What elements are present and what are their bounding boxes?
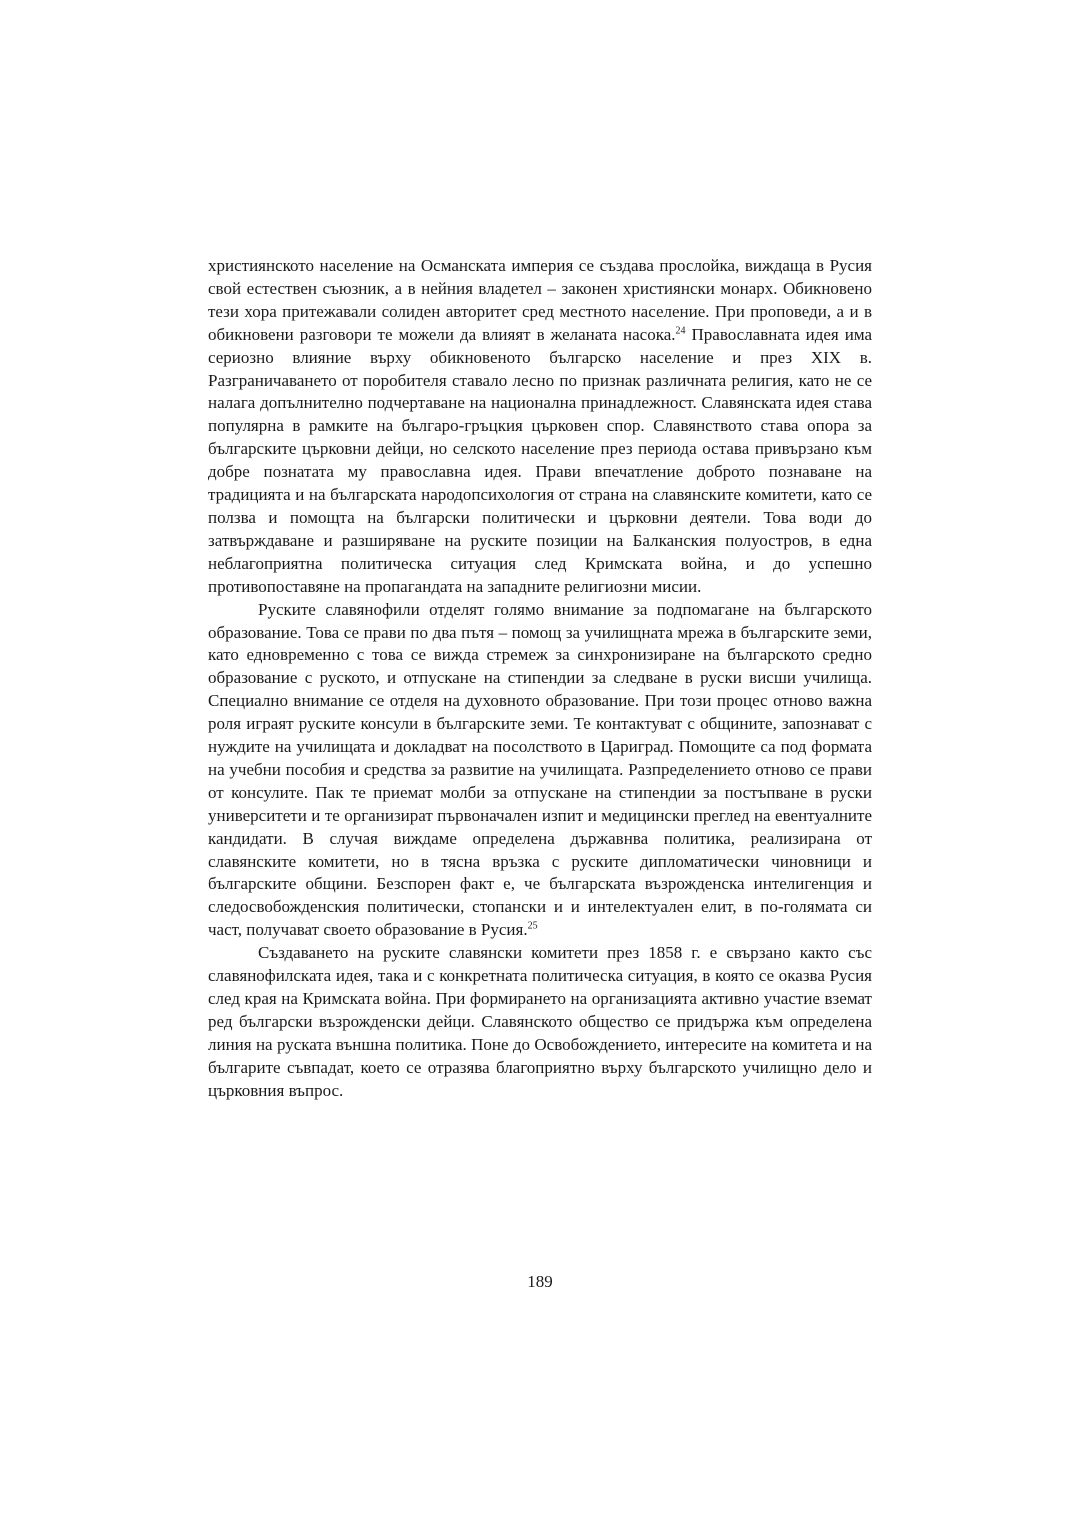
footnote-ref-25[interactable]: 25 xyxy=(527,920,538,932)
page-number: 189 xyxy=(527,1272,553,1291)
paragraph-3 xyxy=(208,942,872,1102)
paragraph-2 xyxy=(208,599,872,943)
paragraph-1-text-b: Православната идея има сериозно влияние върху обикновеното българско население и през XIX в. Разграничаването от поробителя ставало лесно по признак различната религия, като не се налага допълнително подчертаване на национална принадлежност. Славянската идея става популярна в рамките на българо-гръцкия църковен спор. Славянството става опора за българските църковни дейци, но селското население през периода остава привързано към добре познатата му православна идея. Прави впечатление доброто познаване на традицията и на българската народопсихология от страна на славянските комитети, като се ползва и помощта на български политически и църковни деятели. Това води до затвърждаване и разширяване на руските позиции на Балканския полуостров, в една неблагоприятна политическа ситуация след Кримската война, и до успешно противопоставяне на пропагандата на западните религиозни мисии. xyxy=(208,324,873,596)
paragraph-1-text-a: християнското население на Османската империя се създава прослойка, виждаща в Русия свой естествен съюзник, а в нейния владетел – законен християнски монарх. Обикновено тези хора притежавали солиден авторитет сред местното население. При проповеди, а и в обикновени разговори те можели да влияят в желаната насока. xyxy=(208,256,872,344)
page-body xyxy=(208,255,872,1103)
paragraph-3-text: Създаването на руските славянски комитети през 1858 г. е свързано както със славянофилската идея, така и с конкретната политическа ситуация, в която се оказва Русия след края на Кримската война. При формирането на организацията активно участие вземат ред български възрожденски дейци. Славянското общество се придържа към определена линия на руската външна политика. Поне до Освобождението, интересите на комитета и на българите съвпадат, което се отразява благоприятно върху българското училищно дело и църковния въпрос. xyxy=(208,943,872,1100)
footnote-ref-24[interactable]: 24 xyxy=(675,325,686,337)
paragraph-2-text: Руските славянофили отделят голямо внимание за подпомагане на българското образование. Това се прави по два пътя – помощ за училищната мрежа в българските земи, като едновременно с това се вижда стремеж за синхронизиране на българското средно образование с руското, и отпускане на стипендии за следване в руски висши училища. Специално внимание се отделя на духовното образование. При този процес отново важна роля играят руските консули в българските земи. Те контактуват с общините, запознават с нуждите на училищата и докладват на посолството в Цариград. Помощите са под формата на учебни пособия и средства за развитие на училищата. Разпределението отново се прави от консулите. Пак те приемат молби за отпускане на стипендии за постъпване в руски университети и те организират първоначален изпит и медицински преглед на евентуалните кандидати. В случая виждаме определена държавнва политика, реализирана от славянските комитети, но в тясна връзка с руските дипломатически чиновници и българските общини. Безспорен факт е, че българската възрожденска интелигенция и следосвобожденския политически, стопански и и интелектуален елит, в по-голямата си част, получават своето образование в Русия. xyxy=(208,599,872,940)
paragraph-1 xyxy=(208,255,872,599)
